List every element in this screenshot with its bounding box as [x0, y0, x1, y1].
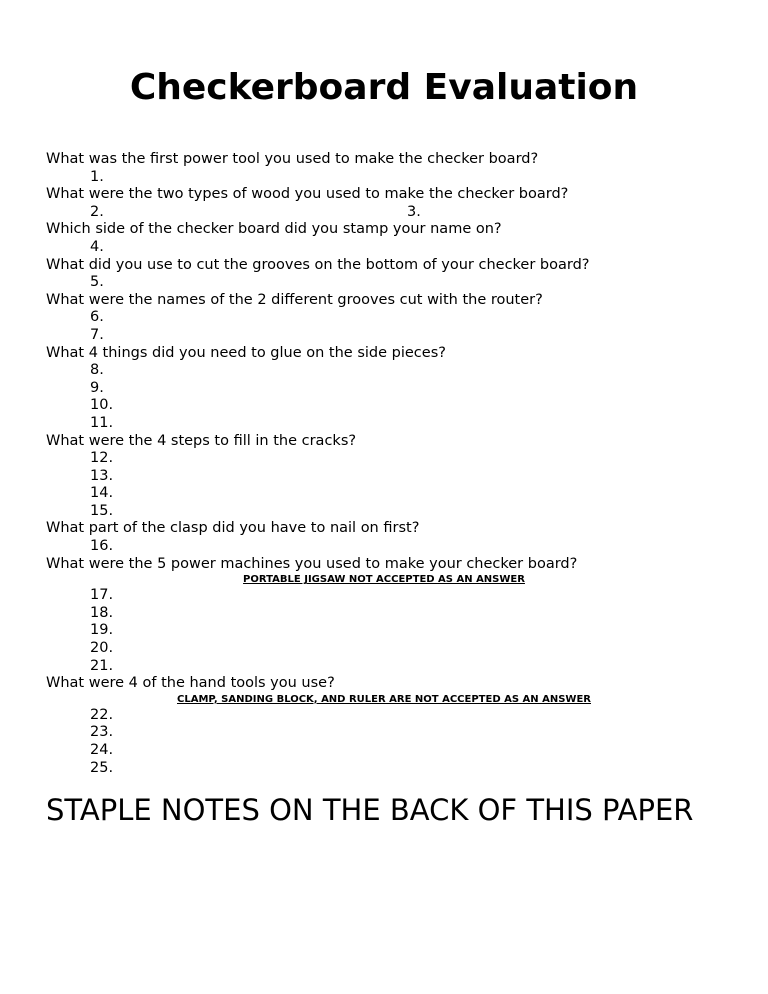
answer-line-14: 14. [90, 485, 114, 502]
staple-instruction: STAPLE NOTES ON THE BACK OF THIS PAPER [46, 793, 694, 827]
page-title: Checkerboard Evaluation [129, 67, 639, 108]
question-4: What did you use to cut the grooves on the bottom of your checker board? [46, 256, 590, 273]
answer-line-15: 15. [90, 502, 114, 519]
answer-line-9: 9. [90, 379, 104, 396]
answer-line-2-3 [46, 204, 736, 222]
question-5: What were the names of the 2 different grooves cut with the router? [46, 291, 543, 308]
answer-line-18: 18. [90, 604, 114, 621]
note-not-accepted-jigsaw: PORTABLE JIGSAW NOT ACCEPTED AS AN ANSWER [243, 574, 525, 586]
question-list [46, 151, 736, 777]
answer-line-7: 7. [90, 326, 104, 343]
question-9: What were the 5 power machines you used to make your checker board? [46, 555, 578, 572]
note-not-accepted-hand-tools: CLAMP, SANDING BLOCK, AND RULER ARE NOT ACCEPTED AS AN ANSWER [177, 693, 591, 705]
question-1: What was the first power tool you used to make the checker board? [46, 151, 539, 167]
answer-line-20: 20. [90, 640, 114, 657]
question-2: What were the two types of wood you used to make the checker board? [46, 186, 569, 203]
answer-line-24: 24. [90, 742, 114, 758]
answer-line-4: 4. [90, 238, 104, 255]
answer-line-6: 6. [90, 309, 104, 326]
answer-line-17: 17. [90, 587, 114, 604]
question-3: Which side of the checker board did you stamp your name on? [46, 221, 502, 238]
answer-line-23: 23. [90, 724, 114, 741]
answer-line-8: 8. [90, 362, 104, 379]
question-7: What were the 4 steps to fill in the cracks? [46, 432, 357, 449]
answer-line-13: 13. [90, 467, 114, 484]
answer-number-3: 3. [407, 203, 421, 220]
answer-line-12: 12. [90, 450, 114, 467]
question-6: What 4 things did you need to glue on the side pieces? [46, 344, 446, 361]
answer-line-1: 1. [90, 168, 104, 185]
answer-number-2: 2. [90, 203, 104, 220]
answer-line-22: 22. [90, 706, 114, 723]
answer-line-5: 5. [90, 274, 104, 291]
question-8: What part of the clasp did you have to nail on first? [46, 520, 420, 537]
answer-line-25: 25. [90, 759, 114, 776]
answer-line-19: 19. [90, 622, 114, 639]
answer-line-10: 10. [90, 397, 114, 414]
question-10: What were 4 of the hand tools you use? [46, 675, 335, 692]
answer-line-21: 21. [90, 657, 114, 674]
answer-line-11: 11. [90, 414, 114, 431]
answer-line-16: 16. [90, 538, 114, 555]
